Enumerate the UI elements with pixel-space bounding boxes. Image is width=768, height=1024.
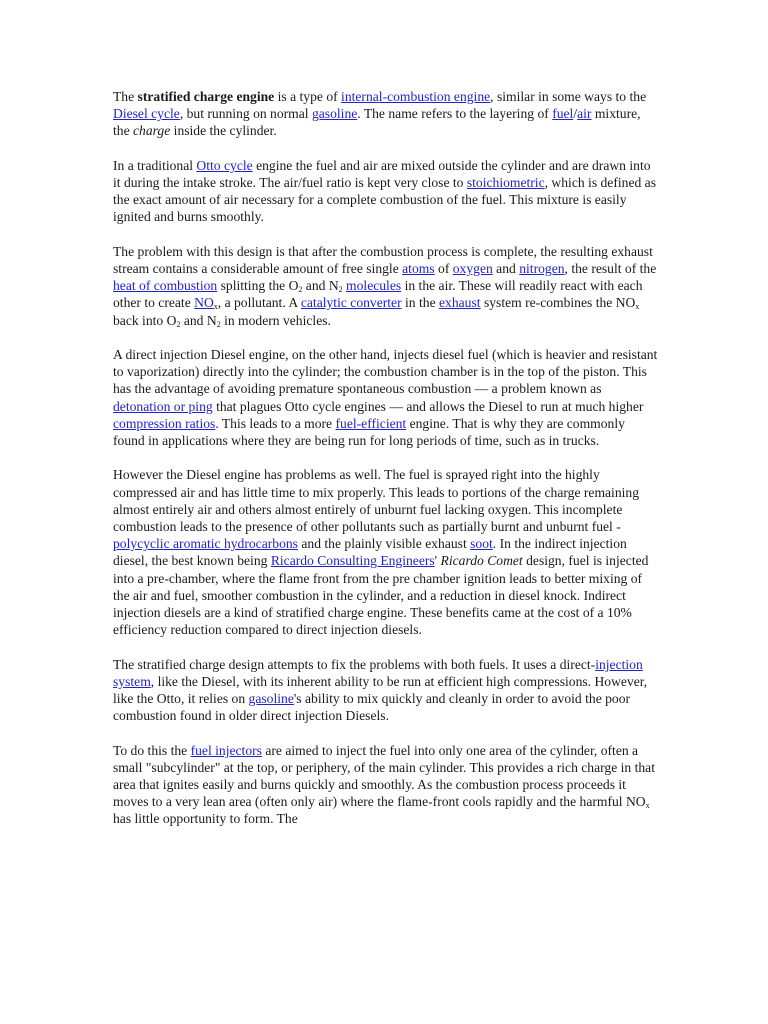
text-run: . The name refers to the layering of <box>357 106 553 122</box>
text-run: , similar in some ways to the <box>490 89 647 104</box>
text-run: design, fuel is injected into a pre-chamber, where the flame front from the pre chamber ignition leads to better mixing of the air and fuel, smoother combustion in the cylinder, and a reduction in diesel knock. Indirect injection diesels are a kind of stratified charge engine. These benefits came at the cost of a 10% efficiency reduction compared to direct injection diesels. <box>113 553 649 638</box>
text-run: , but running on normal <box>179 106 312 122</box>
text-run: and <box>492 261 520 276</box>
subscript: 2 <box>338 285 343 295</box>
text-run: engine. That is why they are commonly found in applications where they are being run for long periods of time, such as in trucks. <box>113 415 625 449</box>
link-gasoline[interactable]: gasoline <box>248 691 294 707</box>
link-air[interactable]: air <box>577 106 592 122</box>
article-body <box>113 88 658 845</box>
subscript: 2 <box>216 319 221 329</box>
link-heat-of-combustion[interactable]: heat of combustion <box>113 278 218 294</box>
link-ricardo-consulting-engineers[interactable]: Ricardo Consulting Engineers <box>270 553 435 569</box>
text-run: system re-combines the NO <box>480 295 636 311</box>
text-run: . This leads to a more <box>215 415 336 431</box>
link-fuel-efficient[interactable]: fuel-efficient <box>335 415 407 431</box>
text-run: A direct injection Diesel engine, on the other hand, injects diesel fuel (which is heavier and resistant to vaporization) directly into the cylinder; the combustion chamber is in the top of the piston. This has the advantage of avoiding premature spontaneous combustion — a problem known as <box>113 347 658 397</box>
text-run: splitting the O <box>217 278 299 294</box>
link-no[interactable]: NO <box>194 295 214 311</box>
text-run: The problem with this design is that after the combustion process is complete, the resulting exhaust stream contains a considerable amount of free single <box>113 243 653 276</box>
link-detonation-or-ping[interactable]: detonation or ping <box>113 398 213 414</box>
subscript: x <box>645 801 650 811</box>
text-run: , which is defined as the exact amount of air necessary for a complete combustion of the fuel. This mixture is easily ignited and burns smoothly. <box>113 175 656 225</box>
text-run: inside the cylinder. <box>170 123 277 139</box>
paragraph-1 <box>113 88 658 140</box>
paragraph-4 <box>113 346 658 449</box>
text-run: and the plainly visible exhaust <box>297 536 471 552</box>
link-soot[interactable]: soot <box>470 536 493 552</box>
text-run: in the <box>401 295 440 311</box>
link-diesel-cycle[interactable]: Diesel cycle <box>113 106 180 122</box>
text-run: The stratified charge design attempts to fix the problems with both fuels. It uses a direct- <box>113 656 596 672</box>
text-run: ' <box>434 553 441 569</box>
link-fuel-injectors[interactable]: fuel injectors <box>190 742 262 758</box>
text-run: , a pollutant. A <box>217 295 301 311</box>
link-polycyclic-aromatic-hydrocarbons[interactable]: polycyclic aromatic hydrocarbons <box>113 536 298 552</box>
italic-term: charge <box>133 123 171 139</box>
link-exhaust[interactable]: exhaust <box>439 295 481 311</box>
text-run: , like the Diesel, with its inherent ability to be run at efficient high compressions. However, like the Otto, it relies on <box>113 673 648 707</box>
italic-term: Ricardo Comet <box>440 553 523 569</box>
bold-term: stratified charge engine <box>137 89 275 104</box>
link-oxygen[interactable]: oxygen <box>452 261 493 276</box>
subscript: x <box>635 302 640 312</box>
text-run: and N <box>180 312 217 328</box>
link-atoms[interactable]: atoms <box>402 261 435 276</box>
link-otto-cycle[interactable]: Otto cycle <box>196 157 253 173</box>
text-run: has little opportunity to form. The <box>113 811 298 827</box>
link-compression-ratios[interactable]: compression ratios <box>113 415 216 431</box>
link-injection-system[interactable]: injection system <box>113 656 643 689</box>
text-run: mixture, the <box>113 106 641 139</box>
link-catalytic-converter[interactable]: catalytic converter <box>300 295 402 311</box>
text-run: in the air. These will readily react with each other to create <box>113 278 643 311</box>
text-run: is a type of <box>274 89 342 104</box>
link-nitrogen[interactable]: nitrogen <box>519 261 565 276</box>
paragraph-3 <box>113 243 658 329</box>
text-run: However the Diesel engine has problems as well. The fuel is sprayed right into the highly compressed air and has little time to mix properly. This leads to portions of the charge remaining almost entirely air and others almost entirely of unburnt fuel lacking oxygen. This incomplete combustion leads to the presence of other pollutants such as partially burnt and unburnt fuel - <box>113 467 640 535</box>
text-run: in modern vehicles. <box>220 312 331 328</box>
paragraph-6 <box>113 656 658 725</box>
subscript: 2 <box>176 319 181 329</box>
text-run: back into O <box>113 312 177 328</box>
text-run: engine the fuel and air are mixed outside the cylinder and are drawn into it during the intake stroke. The air/fuel ratio is kept very close to <box>113 157 651 190</box>
text-run: 's ability to mix quickly and cleanly in order to avoid the poor combustion found in older direct injection Diesels. <box>113 691 631 724</box>
text-run: are aimed to inject the fuel into only one area of the cylinder, often a small "subcylinder" at the top, or periphery, of the main cylinder. This provides a rich charge in that area that ignites easily and burns quickly and smoothly. As the combustion process proceeds it moves to a very lean area (often only air) where the flame-front cools rapidly and the harmful NO <box>113 742 655 810</box>
link-stoichiometric[interactable]: stoichiometric <box>466 175 545 190</box>
text-run: The <box>113 89 138 104</box>
text-run: In a traditional <box>113 157 197 173</box>
link-gasoline[interactable]: gasoline <box>311 106 358 122</box>
paragraph-7 <box>113 742 658 828</box>
text-run: . In the indirect injection diesel, the best known being <box>113 536 627 569</box>
subscript: 2 <box>298 285 303 295</box>
link-fuel[interactable]: fuel <box>552 106 574 122</box>
text-run: that plagues Otto cycle engines — and allows the Diesel to run at much higher <box>212 398 644 414</box>
text-run: / <box>573 106 578 122</box>
link-internal-combustion-engine[interactable]: internal-combustion engine <box>341 89 491 104</box>
text-run: and N <box>302 278 339 294</box>
link-molecules[interactable]: molecules <box>346 278 402 294</box>
text-run: , the result of the <box>564 261 657 276</box>
subscript: x <box>213 302 218 312</box>
text-run: of <box>434 261 453 276</box>
paragraph-2 <box>113 157 658 226</box>
text-run: To do this the <box>113 742 191 758</box>
paragraph-5 <box>113 466 658 638</box>
